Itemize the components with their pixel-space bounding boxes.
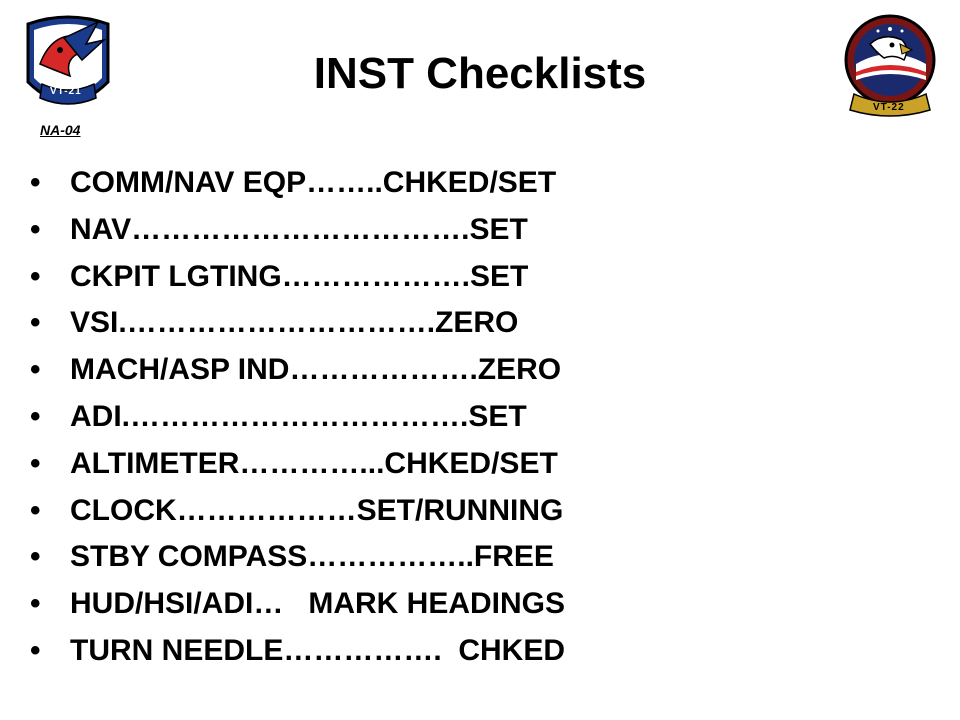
checklist-item-text: ADI.…………………………….SET (70, 399, 527, 433)
checklist-item (30, 441, 565, 488)
bullet-icon: • (30, 166, 41, 199)
bullet-icon: • (30, 212, 41, 246)
checklist-item-text: ALTIMETER…………...CHKED/SET (70, 446, 558, 480)
bullet-icon: • (30, 493, 41, 527)
checklist-item-text: MACH/ASP IND……………….ZERO (70, 353, 562, 387)
slide-title: INST Checklists (313, 49, 647, 98)
checklist-item-text: TURN NEEDLE……………. CHKED (70, 633, 566, 667)
checklist-item-text: NAV…………………………….SET (70, 212, 528, 246)
inst-checklist (30, 160, 565, 675)
checklist-item (30, 160, 565, 207)
checklist-item-text: COMM/NAV EQP……..CHKED/SET (70, 166, 557, 199)
bullet-icon: • (30, 399, 41, 433)
bullet-icon: • (30, 306, 41, 340)
checklist-item-text: HUD/HSI/ADI… MARK HEADINGS (70, 587, 566, 621)
checklist-item-text: VSI.………………………….ZERO (70, 306, 519, 340)
slide-code: NA-04 (40, 122, 81, 138)
vt-21-patch-text: VT-21 (50, 86, 82, 97)
checklist-item (30, 581, 565, 628)
checklist-item (30, 207, 565, 254)
checklist-item (30, 628, 565, 675)
checklist-item (30, 488, 565, 535)
checklist-item (30, 534, 565, 581)
bullet-icon: • (30, 540, 41, 574)
bullet-icon: • (30, 446, 41, 480)
checklist-item-text: CLOCK………………SET/RUNNING (70, 493, 564, 527)
checklist-item (30, 300, 565, 347)
bullet-icon: • (30, 259, 41, 293)
checklist-item (30, 394, 565, 441)
checklist-item-text: CKPIT LGTING……………….SET (70, 259, 529, 293)
vt-22-patch-text: VT-22 (873, 102, 905, 113)
checklist-item-text: STBY COMPASS……………..FREE (70, 540, 554, 574)
bullet-icon: • (30, 353, 41, 387)
bullet-icon: • (30, 587, 41, 621)
checklist-item (30, 347, 565, 394)
bullet-icon: • (30, 633, 41, 667)
checklist-item (30, 254, 565, 301)
